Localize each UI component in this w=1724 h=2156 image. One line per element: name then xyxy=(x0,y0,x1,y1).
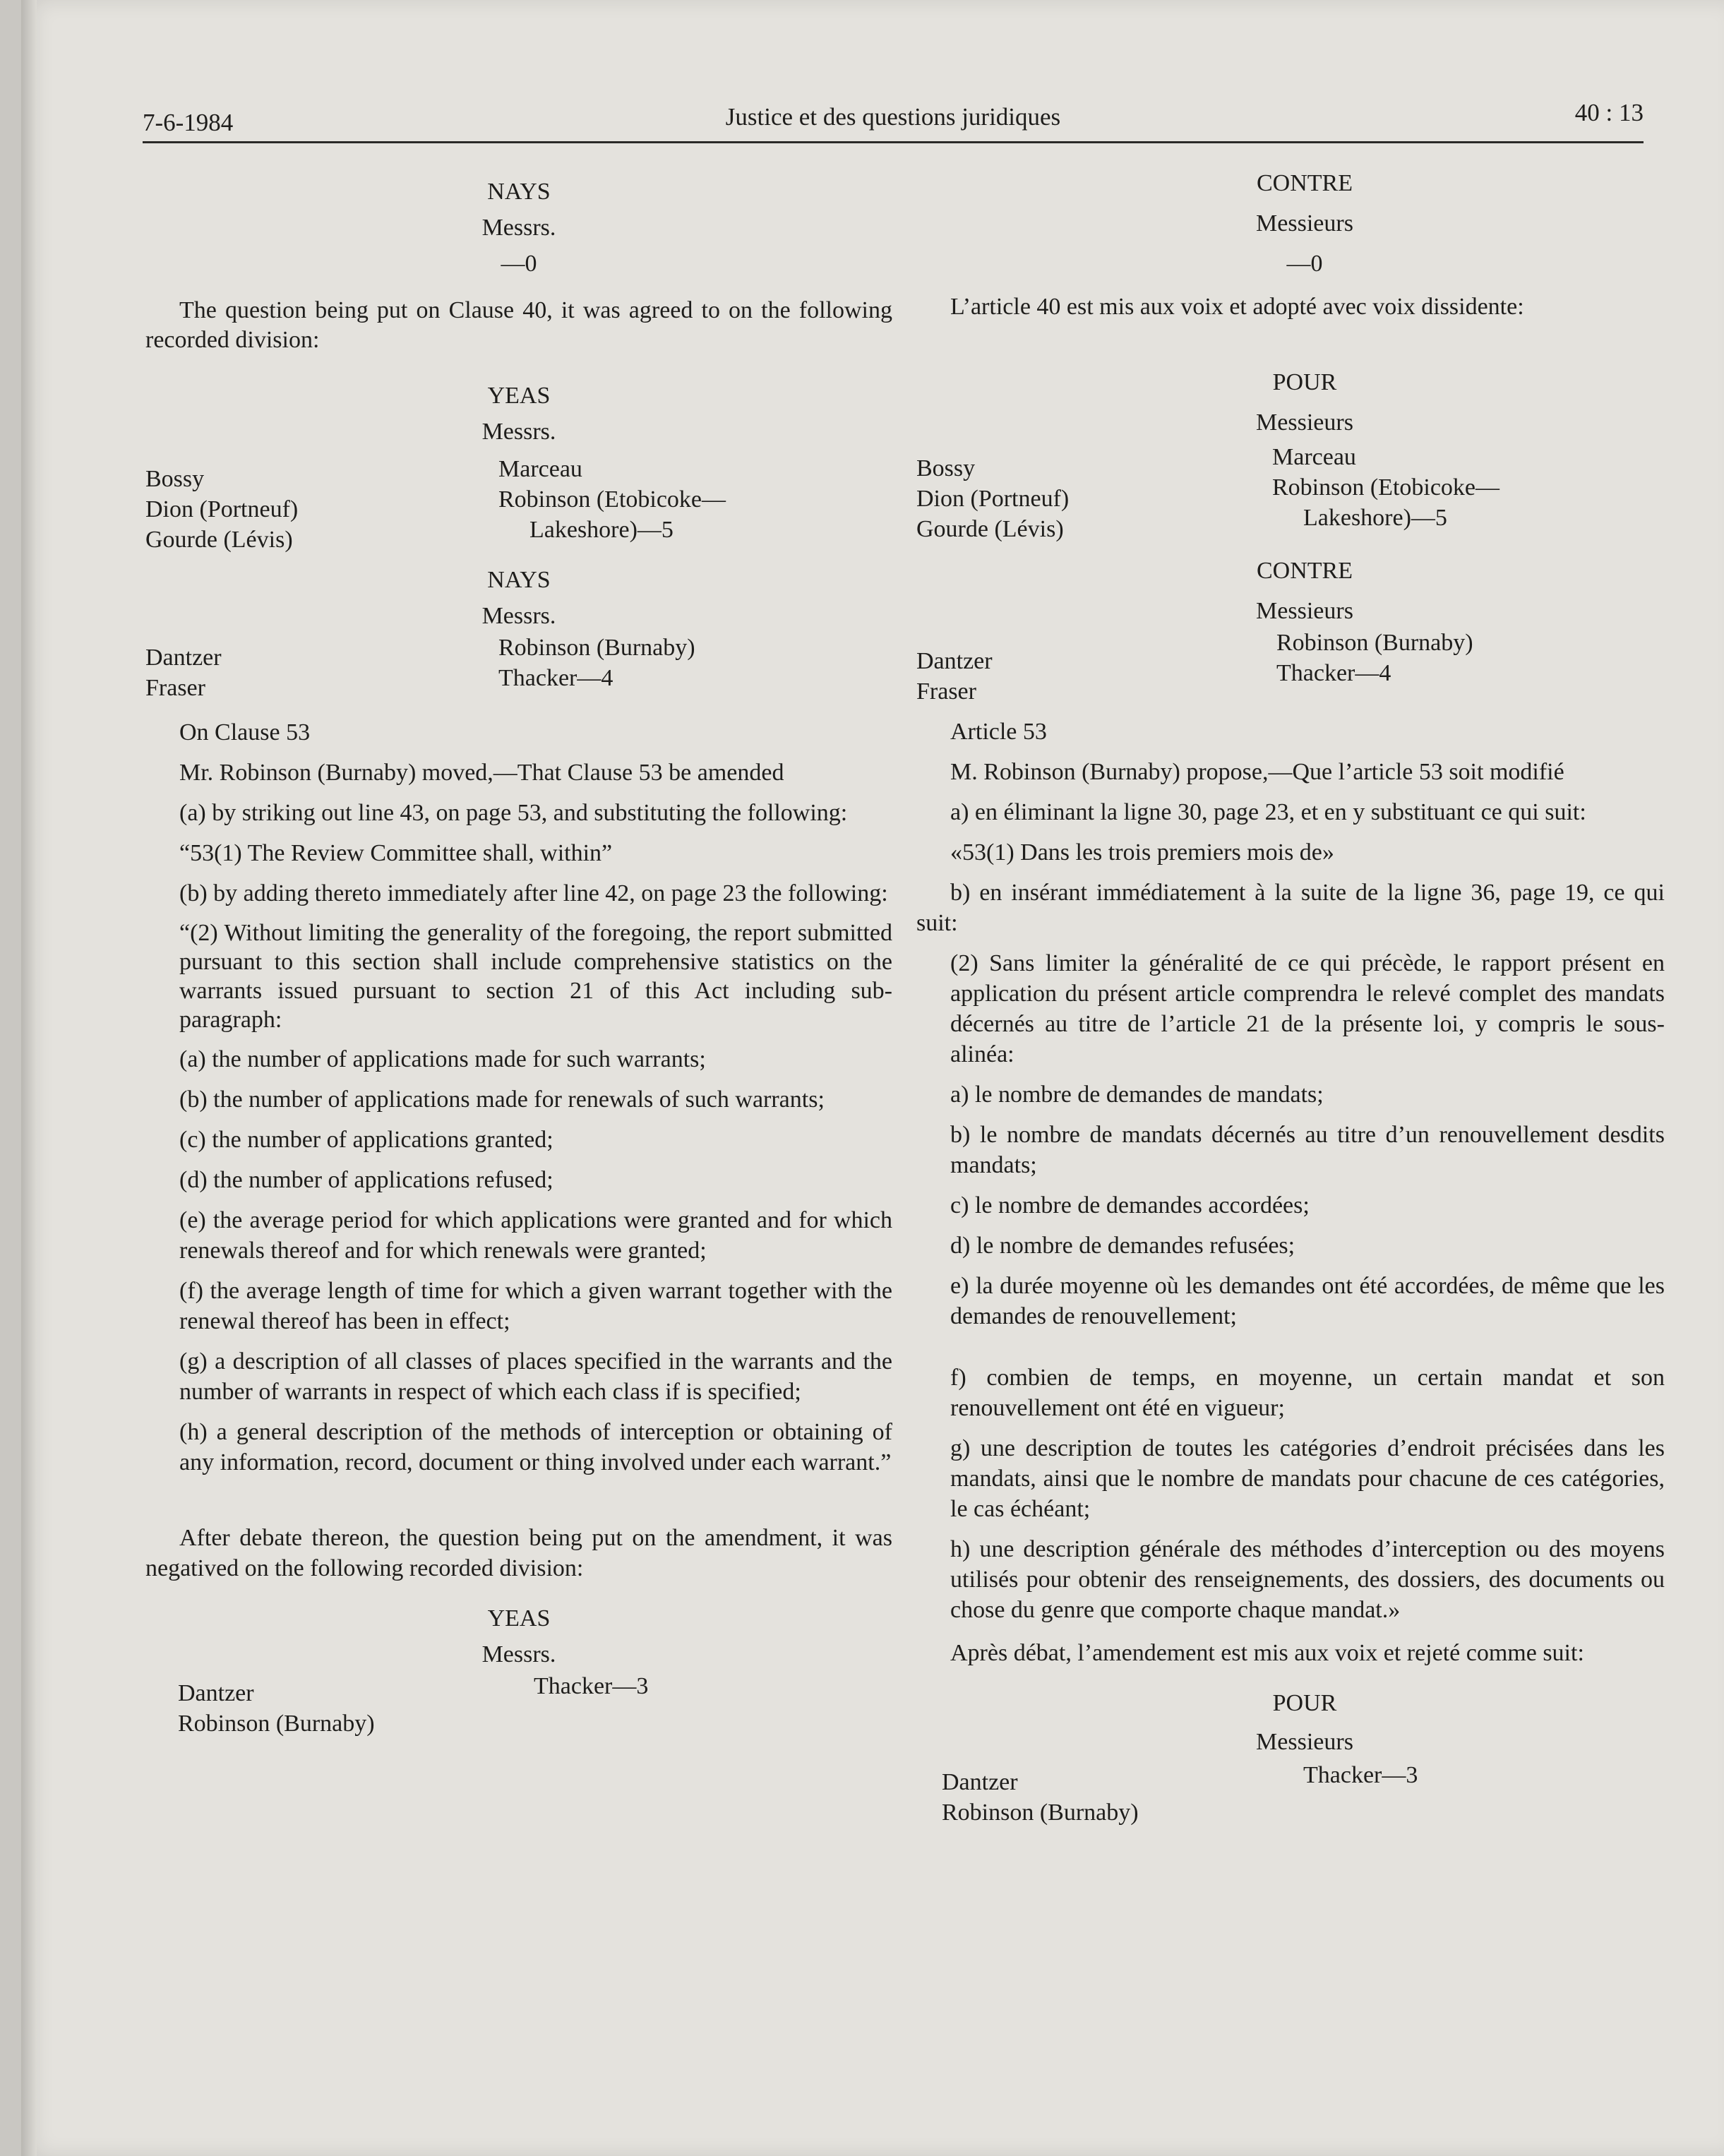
proposed-subsection xyxy=(916,948,1665,1625)
header-page-number: 40 : 13 xyxy=(1574,99,1644,126)
yeas-roll xyxy=(145,1671,892,1739)
member-name: Robinson (Burnaby) xyxy=(498,635,695,661)
messieurs-label: Messieurs xyxy=(1256,1729,1353,1755)
member-name-continued: Lakeshore)—5 xyxy=(529,517,674,543)
member-name: Robinson (Burnaby) xyxy=(942,1799,1139,1826)
list-item: b) le nombre de mandats décernés au titre d’un renouvellement desdits mandats; xyxy=(950,1122,1665,1178)
proposed-subsection xyxy=(145,918,892,1478)
list-item: (h) a general description of the methods of interception or obtaining of any information, record, document or thing involved under each warrant.” xyxy=(179,1419,892,1475)
nays-count: —0 xyxy=(501,251,537,277)
list-item: e) la durée moyenne où les demandes ont été accordées, de même que les demandes de renouvellement; xyxy=(950,1273,1665,1329)
subsection-2-text: “(2) Without limiting the generality of the foregoing, the report submitted pursuant to this section shall include comprehensive statistics on the warrants issued pursuant to section 21 of this Act including sub-paragraph: xyxy=(179,920,892,1033)
member-name: Marceau xyxy=(498,456,582,482)
member-name: Gourde (Lévis) xyxy=(916,516,1064,542)
member-name: Fraser xyxy=(916,678,976,705)
messrs-label: Messrs. xyxy=(481,1641,556,1667)
amendment-a: a) en éliminant la ligne 30, page 23, et en y substituant ce qui suit: xyxy=(950,799,1586,825)
member-name: Robinson (Etobicoke— xyxy=(1272,474,1500,501)
list-item: h) une description générale des méthodes d’interception ou des moyens utilisés pour obtenir des renseignements, des dossiers, des documents ou chose du genre que comporte chaque mandat.» xyxy=(950,1536,1665,1623)
member-name: Dion (Portneuf) xyxy=(145,496,299,522)
list-item: c) le nombre de demandes accordées; xyxy=(950,1192,1310,1218)
list-item: (g) a description of all classes of places specified in the warrants and the number of warrants in respect of which each class if is specified; xyxy=(179,1348,892,1405)
french-column xyxy=(916,168,1665,1828)
yeas-heading: YEAS xyxy=(487,1605,551,1631)
member-name: Robinson (Burnaby) xyxy=(178,1711,375,1737)
contre-heading: CONTRE xyxy=(1257,170,1353,196)
motion-paragraph: Mr. Robinson (Burnaby) moved,—That Clause 53 be amended xyxy=(179,760,784,786)
list-item: (c) the number of applications granted; xyxy=(179,1127,553,1153)
nays-heading: NAYS xyxy=(487,567,551,593)
member-name: Dion (Portneuf) xyxy=(916,486,1070,512)
pour-heading: POUR xyxy=(1272,369,1337,395)
article-heading: Article 53 xyxy=(950,719,1047,745)
document-page xyxy=(21,0,1724,2156)
article-40-paragraph: L’article 40 est mis aux voix et adopté avec voix dissidente: xyxy=(950,294,1524,320)
nays-heading: NAYS xyxy=(487,179,551,205)
header-date: 7-6-1984 xyxy=(143,109,234,136)
member-name: Fraser xyxy=(145,675,205,701)
messieurs-label: Messieurs xyxy=(1256,598,1353,624)
member-name-continued: Lakeshore)—5 xyxy=(1303,505,1447,531)
pour-heading: POUR xyxy=(1272,1690,1337,1716)
member-name: Thacker—3 xyxy=(534,1673,649,1699)
list-item: (e) the average period for which applications were granted and for which renewals thereof and for which renewals were granted; xyxy=(179,1207,892,1264)
member-name: Robinson (Burnaby) xyxy=(1276,630,1473,656)
pour-roll xyxy=(916,442,1665,544)
apres-debat-paragraph: Après débat, l’amendement est mis aux voix et rejeté comme suit: xyxy=(950,1640,1584,1666)
member-name: Dantzer xyxy=(916,648,993,674)
yeas-roll xyxy=(145,454,892,555)
member-name: Bossy xyxy=(916,455,976,481)
list-item: (b) the number of applications made for renewals of such warrants; xyxy=(179,1086,825,1113)
list-item: g) une description de toutes les catégories d’endroit précisées dans les mandats, ainsi que le nombre de mandats pour chacune de ces catégories, le cas échéant; xyxy=(950,1435,1665,1522)
contre-count: —0 xyxy=(1286,251,1323,277)
messrs-label: Messrs. xyxy=(481,603,556,629)
member-name: Dantzer xyxy=(942,1769,1018,1795)
nays-roll xyxy=(145,633,892,703)
clause-40-paragraph: The question being put on Clause 40, it was agreed to on the following recorded division: xyxy=(145,297,892,353)
member-name: Marceau xyxy=(1272,444,1356,470)
subsection-2-text: (2) Sans limiter la généralité de ce qui précède, le rapport présent en application du présent article comprendra le relevé complet des mandats décernés au titre de l’article 21 de la présente loi, y compris le sous-alinéa: xyxy=(950,950,1665,1067)
contre-heading: CONTRE xyxy=(1257,558,1353,584)
amendment-b: b) en insérant immédiatement à la suite de la ligne 36, page 19, ce qui suit: xyxy=(916,880,1665,936)
member-name: Thacker—4 xyxy=(498,665,613,691)
member-name: Gourde (Lévis) xyxy=(145,527,293,553)
list-item: (d) the number of applications refused; xyxy=(179,1167,553,1193)
amendment-b: (b) by adding thereto immediately after line 42, on page 23 the following: xyxy=(179,880,888,906)
quoted-text: “53(1) The Review Committee shall, within” xyxy=(179,840,613,866)
list-item: f) combien de temps, en moyenne, un certain mandat et son renouvellement ont été en vigueur; xyxy=(950,1365,1665,1421)
after-debate-paragraph: After debate thereon, the question being put on the amendment, it was negatived on the following recorded division: xyxy=(145,1525,892,1581)
messrs-label: Messrs. xyxy=(481,215,556,241)
member-name: Dantzer xyxy=(145,645,222,671)
member-name: Dantzer xyxy=(178,1680,254,1706)
list-item: a) le nombre de demandes de mandats; xyxy=(950,1082,1324,1108)
amendment-a: (a) by striking out line 43, on page 53, and substituting the following: xyxy=(179,800,848,826)
member-name: Robinson (Etobicoke— xyxy=(498,486,726,513)
messrs-label: Messrs. xyxy=(481,419,556,445)
member-name: Thacker—4 xyxy=(1276,660,1391,686)
yeas-heading: YEAS xyxy=(487,383,551,409)
clause-heading: On Clause 53 xyxy=(179,719,311,745)
list-item: (f) the average length of time for which a given warrant together with the renewal thereof has been in effect; xyxy=(179,1278,892,1334)
member-name: Bossy xyxy=(145,466,205,492)
member-name: Thacker—3 xyxy=(1303,1762,1418,1788)
list-item: d) le nombre de demandes refusées; xyxy=(950,1233,1295,1259)
messieurs-label: Messieurs xyxy=(1256,409,1353,436)
list-item: (a) the number of applications made for such warrants; xyxy=(179,1046,706,1072)
contre-roll xyxy=(916,628,1665,707)
running-header xyxy=(143,99,1644,143)
messieurs-label: Messieurs xyxy=(1256,210,1353,236)
pour-roll xyxy=(916,1760,1665,1828)
motion-paragraph: M. Robinson (Burnaby) propose,—Que l’article 53 soit modifié xyxy=(950,759,1564,785)
english-column xyxy=(145,176,892,1739)
quoted-text: «53(1) Dans les trois premiers mois de» xyxy=(950,839,1334,866)
header-title: Justice et des questions juridiques xyxy=(725,103,1061,131)
